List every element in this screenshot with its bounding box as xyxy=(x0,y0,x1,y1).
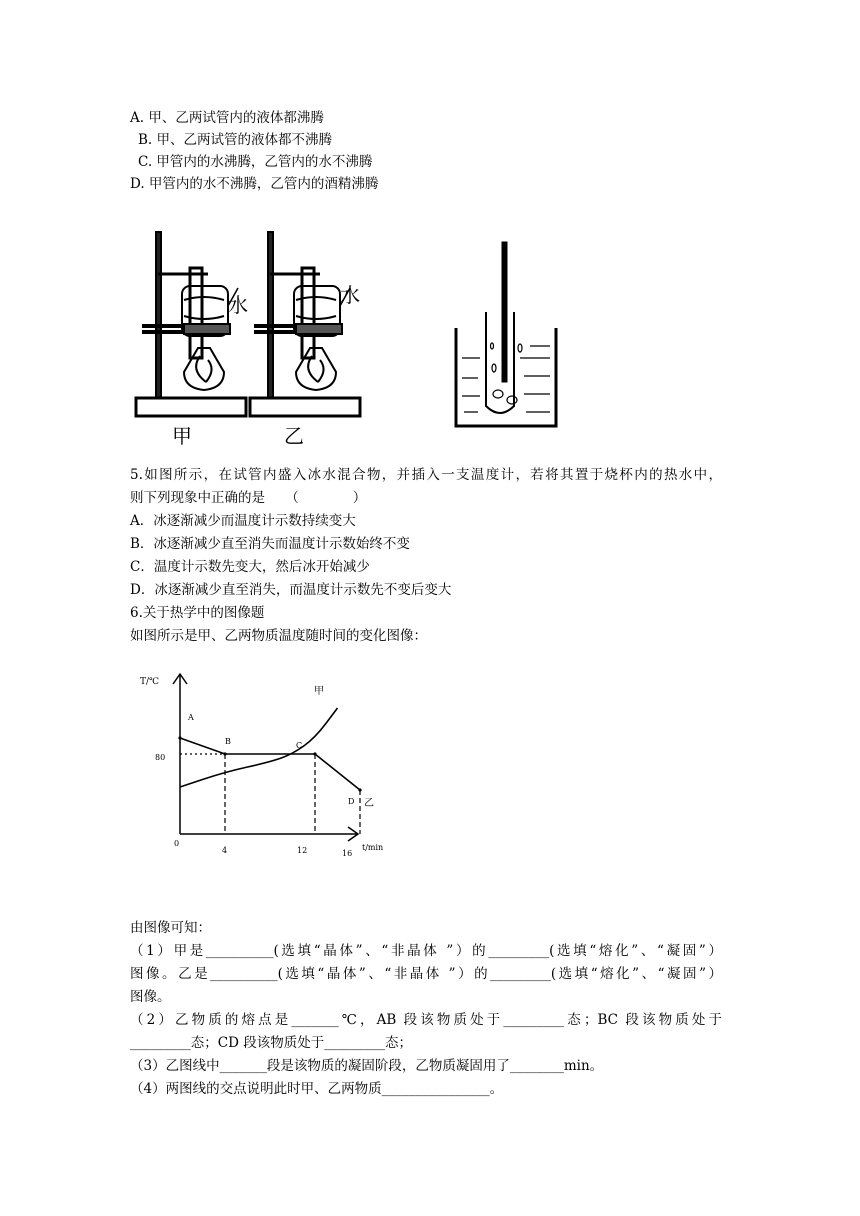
q5-stem-2: 则下列现象中正确的是 （ ） xyxy=(130,490,367,506)
q6-title: 6.关于热学中的图像题 xyxy=(130,605,265,621)
point-label-b: B xyxy=(225,737,231,746)
water-label-1: 水 xyxy=(228,293,248,317)
x-tick-16: 16 xyxy=(342,849,353,858)
point-label-c: C xyxy=(296,741,303,750)
option-b: B. 甲、乙两试管的液体都不沸腾 xyxy=(138,132,333,148)
y-axis-label: T/℃ xyxy=(140,677,160,687)
point-label-d: D xyxy=(348,797,355,806)
option-a: A. 甲、乙两试管内的液体都沸腾 xyxy=(130,110,324,126)
x-tick-12: 12 xyxy=(297,846,308,855)
q5-stem-1: 5.如图所示，在试管内盛入冰水混合物，并插入一支温度计，若将其置于烧杯内的热水中， xyxy=(130,467,722,483)
x-tick-0: 0 xyxy=(174,839,180,848)
beaker-figure xyxy=(450,236,570,432)
q6-item2-line2: _________态；CD 段该物质处于_________态； xyxy=(130,1035,412,1051)
q6-item3: （3）乙图线中_______段是该物质的凝固阶段，乙物质凝固用了________min。 xyxy=(130,1058,604,1074)
point-label-a: A xyxy=(188,713,194,722)
q6-item1-line3: 图像。 xyxy=(130,989,171,1005)
q6-item2-line1: （2）乙物质的熔点是_______℃，AB 段该物质处于_________态；BC 段该物质处于 xyxy=(130,1012,722,1028)
series-label-yi: 乙 xyxy=(364,798,374,809)
temperature-time-chart xyxy=(130,668,400,864)
q5-option-b: B．冰逐渐减少直至消失而温度计示数始终不变 xyxy=(130,536,410,552)
y-tick-80: 80 xyxy=(155,753,166,762)
series-yi-point-A xyxy=(178,736,181,739)
q5-option-a: A．冰逐渐减少而温度计示数持续变大 xyxy=(130,513,356,529)
option-d: D. 甲管内的水不沸腾，乙管内的酒精沸腾 xyxy=(130,176,379,192)
jia-label: 甲 xyxy=(172,424,192,448)
option-c: C. 甲管内的水沸腾，乙管内的水不沸腾 xyxy=(138,154,373,170)
x-axis-label: t/min xyxy=(362,843,384,852)
q5-option-d: D．冰逐渐减少直至消失，而温度计示数先不变后变大 xyxy=(130,582,452,598)
water-label-2: 水 xyxy=(340,283,360,307)
x-tick-4: 4 xyxy=(222,846,228,855)
series-jia-line xyxy=(180,708,338,787)
q6-intro: 如图所示是甲、乙两物质温度随时间的变化图像： xyxy=(130,628,427,644)
apparatus-figure-2 xyxy=(248,228,368,453)
yi-label: 乙 xyxy=(284,424,304,448)
q6-conclusion: 由图像可知： xyxy=(130,920,211,936)
q5-option-c: C．温度计示数先变大，然后冰开始减少 xyxy=(130,559,370,575)
apparatus-figure xyxy=(128,228,248,453)
q6-item1-line1: （1）甲是__________(选填“晶体”、“非晶体 ”）的_________(选填“熔化”、“凝固”） xyxy=(130,943,722,959)
q6-item1-line2: 图像。乙是__________(选填“晶体”、“非晶体 ”）的_________(选填“熔化”、“凝固”） xyxy=(130,966,722,982)
q6-item4: （4）两图线的交点说明此时甲、乙两物质________________。 xyxy=(130,1081,504,1097)
series-label-jia: 甲 xyxy=(314,686,324,697)
series-yi-line xyxy=(180,738,360,790)
